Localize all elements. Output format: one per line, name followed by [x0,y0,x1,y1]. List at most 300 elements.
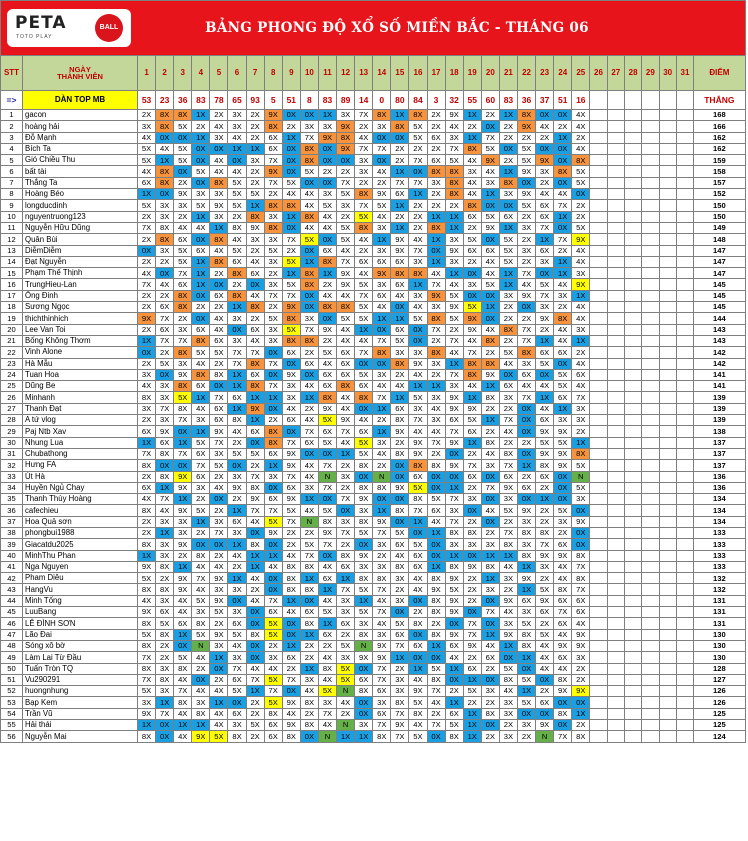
prediction-cell: 1X [228,381,246,392]
prediction-cell: 2X [156,652,174,663]
prediction-cell: 9X [481,155,499,166]
empty-cell [659,561,676,572]
prediction-cell: 4X [481,256,499,267]
empty-cell [676,369,693,380]
prediction-cell: 8X [409,618,427,629]
prediction-cell: 6X [192,324,210,335]
prediction-cell: 8X [391,415,409,426]
prediction-cell: 1X [373,313,391,324]
prediction-cell: 2X [264,302,282,313]
prediction-cell: 5X [228,245,246,256]
empty-cell [607,381,624,392]
prediction-cell: 8X [554,313,572,324]
prediction-cell: 7X [138,652,156,663]
prediction-cell: 2X [536,132,554,143]
empty-cell [676,550,693,561]
empty-cell [624,324,641,335]
row-number: 18 [1,302,23,313]
empty-cell [676,324,693,335]
prediction-cell: 7X [373,143,391,154]
empty-cell [607,143,624,154]
prediction-cell: 6X [264,132,282,143]
member-name: Dũng Be [23,381,138,392]
prediction-cell: 1X [228,143,246,154]
prediction-cell: 8X [373,110,391,121]
prediction-cell: 1X [246,561,264,572]
prediction-cell: 2X [463,595,481,606]
prediction-cell: 5X [228,629,246,640]
prediction-cell: 0X [282,629,300,640]
prediction-cell: 8X [156,121,174,132]
prediction-cell: 0X [337,155,355,166]
prediction-cell: 8X [373,573,391,584]
table-row [1,697,746,708]
row-number: 27 [1,403,23,414]
target-day-22: 36 [517,91,535,110]
prediction-cell: 3X [337,471,355,482]
prediction-cell: 0X [355,539,373,550]
target-day-21: 83 [499,91,517,110]
prediction-cell: 4X [318,720,336,731]
empty-cell [642,437,659,448]
empty-cell [659,403,676,414]
prediction-cell: 2X [572,674,590,685]
prediction-cell: 0X [536,674,554,685]
member-score: 147 [694,256,745,267]
prediction-cell: 5X [174,121,192,132]
prediction-cell: 3X [373,561,391,572]
prediction-cell: 4X [192,652,210,663]
prediction-cell: 1X [246,392,264,403]
empty-cell [659,516,676,527]
prediction-cell: 8X [445,177,463,188]
empty-cell [659,324,676,335]
prediction-cell: 6X [318,381,336,392]
empty-cell [624,607,641,618]
empty-cell [607,324,624,335]
row-number: 55 [1,720,23,731]
prediction-cell: 0X [300,302,318,313]
prediction-cell: 0X [264,403,282,414]
prediction-cell: 4X [174,595,192,606]
prediction-cell: N [318,731,336,742]
prediction-cell: 9X [246,403,264,414]
prediction-cell: 4X [463,177,481,188]
table-row [1,607,746,618]
header-day-16: 16 [409,56,427,91]
prediction-cell: 6X [517,369,535,380]
prediction-cell: 0X [300,448,318,459]
prediction-cell: 6X [499,381,517,392]
empty-cell [590,629,607,640]
prediction-cell: 6X [536,200,554,211]
row-number: 16 [1,279,23,290]
prediction-cell: 5X [572,482,590,493]
prediction-cell: 8X [427,460,445,471]
prediction-cell: 1X [499,279,517,290]
header-day-8: 8 [264,56,282,91]
prediction-cell: 0X [282,358,300,369]
prediction-cell: 8X [318,663,336,674]
prediction-cell: 5X [463,234,481,245]
prediction-cell: 6X [337,561,355,572]
prediction-cell: 2X [138,358,156,369]
prediction-cell: 0X [409,166,427,177]
prediction-cell: 5X [517,200,535,211]
member-name: Bích Ta [23,143,138,154]
prediction-cell: 8X [300,618,318,629]
empty-cell [607,629,624,640]
prediction-cell: 2X [246,313,264,324]
prediction-cell: 2X [463,573,481,584]
prediction-cell: 4X [355,268,373,279]
prediction-cell: 7X [138,674,156,685]
prediction-cell: 3X [517,607,535,618]
prediction-cell: 4X [536,381,554,392]
prediction-cell: N [355,640,373,651]
prediction-cell: 2X [554,527,572,538]
prediction-cell: 0X [156,268,174,279]
prediction-cell: 2X [337,539,355,550]
prediction-cell: 2X [282,121,300,132]
prediction-cell: 6X [228,516,246,527]
prediction-cell: 3X [300,674,318,685]
empty-cell [659,708,676,719]
prediction-cell: 8X [156,222,174,233]
prediction-cell: 3X [536,166,554,177]
prediction-cell: 6X [282,652,300,663]
prediction-cell: 2X [337,708,355,719]
prediction-cell: 4X [517,279,535,290]
table-row [1,505,746,516]
prediction-cell: 2X [499,403,517,414]
prediction-cell: 8X [337,381,355,392]
prediction-cell: 4X [409,674,427,685]
prediction-cell: 5X [174,245,192,256]
prediction-cell: 3X [138,121,156,132]
prediction-cell: 6X [373,708,391,719]
prediction-cell: 2X [409,222,427,233]
member-score: 125 [694,720,745,731]
prediction-cell: 3X [445,505,463,516]
prediction-cell: 8X [138,460,156,471]
prediction-cell: 4X [554,324,572,335]
prediction-cell: 6X [228,708,246,719]
prediction-cell: 6X [337,618,355,629]
member-name: hoàng hải [23,121,138,132]
prediction-cell: 3X [156,392,174,403]
member-score: 148 [694,234,745,245]
empty-cell [676,143,693,154]
empty-cell [642,516,659,527]
prediction-cell: 2X [391,155,409,166]
prediction-cell: 2X [138,290,156,301]
prediction-cell: 0X [427,550,445,561]
prediction-cell: 2X [264,189,282,200]
member-score: 166 [694,121,745,132]
prediction-cell: 9X [282,697,300,708]
empty-cell [676,110,693,121]
target-day-9: 51 [282,91,300,110]
prediction-cell: 4X [373,211,391,222]
prediction-cell: 6X [536,245,554,256]
prediction-cell: 1X [463,392,481,403]
empty-cell [624,279,641,290]
prediction-cell: 3X [156,686,174,697]
empty-cell [659,132,676,143]
prediction-cell: 5X [427,663,445,674]
prediction-cell: 4X [427,697,445,708]
prediction-cell: 1X [138,437,156,448]
empty-cell [590,708,607,719]
prediction-cell: 1X [264,392,282,403]
prediction-cell: 9X [210,629,228,640]
header-day-25: 25 [572,56,590,91]
table-row [1,268,746,279]
prediction-cell: 2X [192,302,210,313]
empty-cell [642,256,659,267]
prediction-cell: 0X [210,143,228,154]
prediction-cell: 8X [536,527,554,538]
prediction-cell: 4X [210,245,228,256]
prediction-cell: 7X [174,415,192,426]
prediction-cell: 0X [174,132,192,143]
prediction-cell: 7X [210,527,228,538]
prediction-cell: 8X [517,110,535,121]
prediction-cell: 9X [391,720,409,731]
prediction-cell: 0X [138,347,156,358]
prediction-cell: 8X [373,731,391,742]
prediction-cell: 0X [481,121,499,132]
table-row [1,290,746,301]
prediction-cell: 2X [174,313,192,324]
prediction-cell: 2X [318,166,336,177]
prediction-cell: 4X [300,460,318,471]
prediction-cell: 0X [391,494,409,505]
prediction-cell: 8X [138,539,156,550]
empty-cell [590,347,607,358]
row-number: 4 [1,143,23,154]
prediction-cell: 1X [572,437,590,448]
prediction-cell: 1X [192,279,210,290]
empty-cell [607,177,624,188]
empty-cell [659,110,676,121]
prediction-cell: 9X [445,460,463,471]
prediction-cell: 9X [337,121,355,132]
empty-cell [624,313,641,324]
prediction-cell: 7X [138,222,156,233]
empty-cell [676,313,693,324]
prediction-cell: N [192,640,210,651]
prediction-cell: 1X [138,189,156,200]
prediction-cell: 4X [138,132,156,143]
prediction-cell: 4X [536,403,554,414]
prediction-cell: 4X [228,640,246,651]
empty-cell [607,663,624,674]
prediction-cell: 7X [246,674,264,685]
row-number: 53 [1,697,23,708]
prediction-cell: 0X [138,245,156,256]
member-name: Trần Vũ [23,708,138,719]
empty-cell [659,143,676,154]
empty-cell [659,640,676,651]
prediction-cell: 0X [572,505,590,516]
empty-cell [676,189,693,200]
prediction-cell: 0X [246,527,264,538]
prediction-cell: 3X [210,211,228,222]
target-day-8: 5 [264,91,282,110]
prediction-cell: 9X [572,640,590,651]
prediction-cell: 2X [300,708,318,719]
prediction-cell: 4X [536,652,554,663]
prediction-cell: 2X [192,494,210,505]
prediction-cell: 7X [264,177,282,188]
prediction-cell: 8X [156,166,174,177]
prediction-cell: 5X [355,448,373,459]
prediction-cell: 7X [373,607,391,618]
empty-cell [659,437,676,448]
prediction-cell: 1X [192,211,210,222]
member-name: huongnhung [23,686,138,697]
prediction-cell: 0X [228,324,246,335]
prediction-cell: 3X [300,482,318,493]
row-number: 19 [1,313,23,324]
prediction-cell: 0X [572,697,590,708]
prediction-cell: 3X [156,550,174,561]
member-name: Huyền Ngủ Chay [23,482,138,493]
prediction-cell: 4X [337,290,355,301]
empty-cell [659,211,676,222]
prediction-cell: 0X [481,618,499,629]
prediction-cell: 2X [300,527,318,538]
empty-cell [590,403,607,414]
prediction-cell: 2X [192,527,210,538]
prediction-cell: 0X [517,708,535,719]
member-name: Nhung Lua [23,437,138,448]
prediction-cell: 9X [246,222,264,233]
prediction-cell: 2X [174,550,192,561]
prediction-cell: 0X [554,110,572,121]
prediction-cell: 8X [427,313,445,324]
empty-cell [590,290,607,301]
prediction-cell: 8X [246,539,264,550]
prediction-cell: 0X [536,143,554,154]
prediction-cell: 2X [499,516,517,527]
prediction-cell: 9X [391,426,409,437]
prediction-cell: 3X [210,132,228,143]
empty-cell [607,697,624,708]
prediction-cell: 3X [409,347,427,358]
prediction-cell: 8X [463,200,481,211]
table-row [1,561,746,572]
prediction-cell: 3X [156,245,174,256]
prediction-cell: 8X [463,527,481,538]
prediction-cell: 2X [463,448,481,459]
target-day-31 [676,91,693,110]
row-number: 6 [1,166,23,177]
prediction-cell: 7X [318,460,336,471]
empty-cell [607,640,624,651]
empty-cell [607,279,624,290]
table-row [1,663,746,674]
prediction-cell: 8X [264,437,282,448]
prediction-cell: 8X [138,731,156,742]
prediction-cell: 0X [517,494,535,505]
empty-cell [624,674,641,685]
row-number: 50 [1,663,23,674]
prediction-cell: 2X [373,460,391,471]
member-name: Sương Ngọc [23,302,138,313]
prediction-cell: 8X [264,426,282,437]
prediction-cell: 3X [337,607,355,618]
prediction-cell: 7X [481,132,499,143]
prediction-cell: 2X [337,211,355,222]
empty-cell [659,494,676,505]
prediction-cell: 0X [554,222,572,233]
prediction-cell: 0X [174,166,192,177]
empty-cell [624,437,641,448]
prediction-cell: 1X [463,708,481,719]
empty-cell [624,256,641,267]
empty-cell [624,155,641,166]
prediction-cell: 5X [138,629,156,640]
empty-cell [642,132,659,143]
empty-cell [607,313,624,324]
prediction-cell: 6X [264,731,282,742]
prediction-cell: 5X [210,731,228,742]
member-name: Thanh Đạt [23,403,138,414]
empty-cell [590,222,607,233]
empty-cell [624,663,641,674]
prediction-cell: 1X [517,652,535,663]
empty-cell [659,663,676,674]
empty-cell [590,437,607,448]
empty-cell [642,584,659,595]
prediction-cell: 6X [391,189,409,200]
empty-cell [659,256,676,267]
prediction-cell: 5X [536,279,554,290]
empty-cell [676,222,693,233]
prediction-cell: 2X [210,674,228,685]
prediction-cell: 8X [210,234,228,245]
empty-cell [624,640,641,651]
prediction-cell: 2X [463,697,481,708]
row-number: 51 [1,674,23,685]
empty-cell [676,505,693,516]
table-row [1,584,746,595]
prediction-cell: 1X [499,110,517,121]
empty-cell [676,674,693,685]
table-row [1,527,746,538]
prediction-cell: 4X [481,505,499,516]
prediction-cell: N [572,471,590,482]
prediction-cell: 2X [427,110,445,121]
prediction-cell: 2X [427,708,445,719]
prediction-cell: 2X [282,539,300,550]
prediction-cell: 6X [318,369,336,380]
prediction-cell: 7X [409,245,427,256]
prediction-cell: 7X [391,708,409,719]
table-row [1,166,746,177]
prediction-cell: 6X [355,674,373,685]
prediction-cell: 3X [264,211,282,222]
empty-cell [676,584,693,595]
prediction-cell: 9X [282,302,300,313]
prediction-cell: 3X [499,573,517,584]
prediction-cell: 6X [264,494,282,505]
member-name: Thắng Ta [23,177,138,188]
prediction-cell: 3X [337,200,355,211]
